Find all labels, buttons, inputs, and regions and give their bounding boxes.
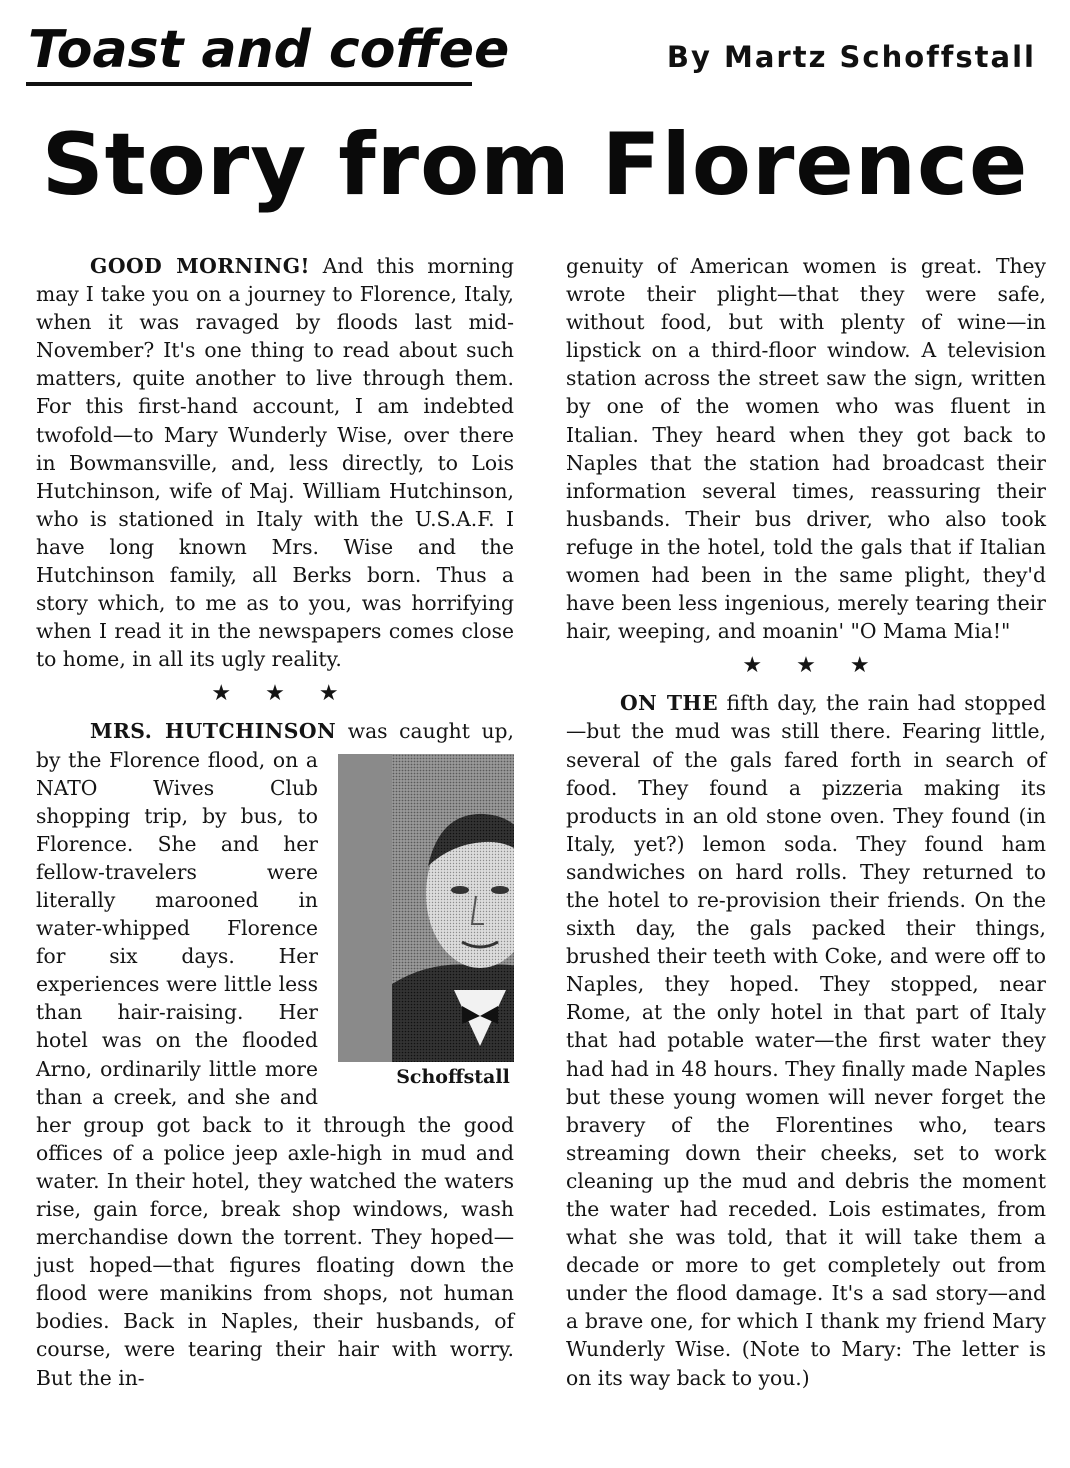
author-photo-block [338, 754, 514, 1090]
paragraph-intro [36, 252, 514, 673]
photo-caption: Schoffstall [396, 1065, 510, 1088]
section-divider-stars-right: ★★★ [742, 653, 904, 679]
author-photo [338, 754, 514, 1062]
lead-in-good-morning: GOOD MORNING! [90, 254, 310, 278]
paragraph-hutchinson-text: was caught up, by the Florence flood, on a NATO Wives Club shopping trip, by bus, to Florence. She and her fellow-travelers were literally marooned in water-whipped Florence for six days. Her experiences were little less than hair-raising. Her hotel was on the flooded Arno, ordinarily little more than a creek, and she and her group got back to it through the good offices of a police jeep axle-high in mud and water. In their hotel, they watched the waters rise, gain force, break shop windows, wash merchandise down the torrent. They hoped—just hoped—that figures floating down the flood were manikins from shops, not human bodies. Back in Naples, their husbands, of course, were tearing their hair with worry. But the in- [36, 719, 514, 1390]
section-divider-stars: ★★★ [211, 681, 373, 707]
paragraph-hutchinson-body [36, 717, 514, 1391]
lead-in-mrs-hutchinson: MRS. HUTCHINSON [90, 719, 337, 744]
paragraph-continued: genuity of American women is great. They wrote their plight—that they were safe, without food, but with plenty of wine—in lipstick on a third-floor window. A television station across the street saw the sign, written by one of the women who was fluent in Italian. They heard when they got back to Naples that the station had broadcast their information several times, reassuring their husbands. Their bus driver, who also took refuge in the hotel, told the gals that if Italian women had been in the same plight, they'd have been less ingenious, merely tearing their hair, weeping, and moanin' "O Mama Mia!" [566, 254, 1046, 644]
column-title: Toast and coffee [28, 20, 510, 80]
right-column [566, 252, 1046, 1392]
paragraph-fifth-day [566, 689, 1046, 1391]
paragraph-fifth-day-body: fifth day, the rain had stopped—but the mud was still there. Fearing little, several of the gals fared forth in search of food. They found a pizzeria making its products in an old stone oven. They found (in Italy, yet?) lemon soda. They found ham sandwiches on hard rolls. They returned to the hotel to re-provision their friends. On the sixth day, the gals packed their things, brushed their teeth with Coke, and were off to Naples, they hoped. They stopped, near Rome, at the only hotel in that part of Italy that had potable water—the first water they had had in 48 hours. They finally made Naples but these young women will never forget the bravery of the Florentines who, tears streaming down their cheeks, set to work cleaning up the mud and debris the moment the water had receded. Lois estimates, from what she was told, that it will take them a decade or more to get completely out from under the flood damage. It's a sad story—and a brave one, for which I thank my friend Mary Wunderly Wise. (Note to Mary: The letter is on its way back to you.) [566, 691, 1046, 1390]
author-portrait-image [392, 754, 514, 1062]
headline: Story from Florence [41, 115, 1029, 215]
left-column [36, 252, 514, 1392]
byline: By Martz Schoffstall [666, 40, 1036, 74]
lead-in-on-the: ON THE [620, 691, 719, 716]
paragraph-intro-body: And this morning may I take you on a journey to Florence, Italy, when it was ravaged by floods last mid-November? It's one thing to read about such matters, quite another to live through them. For this first-hand account, I am indebted twofold—to Mary Wunderly Wise, over there in Bowmansville, and, less directly, to Lois Hutchinson, wife of Maj. William Hutchinson, who is stationed in Italy with the U.S.A.F. I have long known Mrs. Wise and the Hutchinson family, all Berks born. Thus a story which, to me as to you, was horrifying when I read it in the newspapers comes close to home, in all its ugly reality. [36, 254, 514, 672]
column-title-underline [26, 82, 472, 86]
